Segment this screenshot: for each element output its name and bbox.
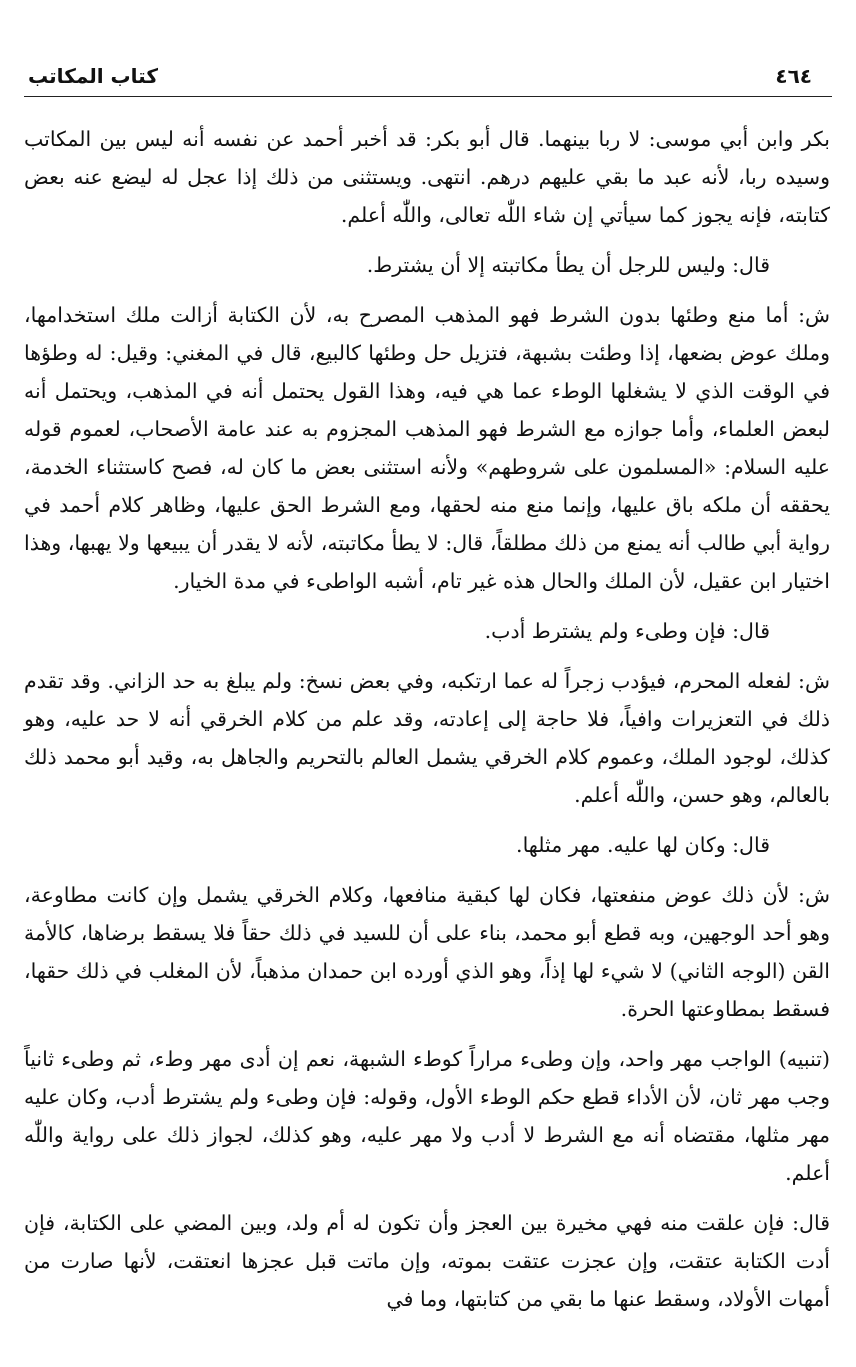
paragraph: بكر وابن أبي موسى: لا ربا بينهما. قال أبو بكر: قد أخبر أحمد عن نفسه أنه ليس بين المكاتب وسيده ربا، لأنه عبد ما بقي عليهم درهم. انتهى. ويستثنى من ذلك إذا عجل له ليضع عنه بعض كتابته، فإنه يجوز كما سيأتي إن شاء اللّٰه تعالى، واللّٰه أعلم.	[24, 127, 831, 227]
paragraph-qal: قال: فإن علقت منه فهي مخيرة بين العجز وأن تكون له أم ولد، وبين المضي على الكتابة، فإن أدت الكتابة عتقت، وإن عجزت عتقت بموته، وإن ماتت قبل عجزها انعتقت، لأنها صارت من أمهات الأولاد، وسقط عنها ما بقي من كتابتها، وما في	[24, 1211, 830, 1311]
page-body	[24, 120, 830, 1330]
paragraph-qal: قال: وكان لها عليه. مهر مثلها.	[516, 833, 770, 857]
page-number: ٤٦٤	[775, 64, 812, 88]
paragraph-qal: قال: فإن وطىء ولم يشترط أدب.	[484, 619, 770, 643]
paragraph-note: (تنبيه) الواجب مهر واحد، وإن وطىء مراراً كوطء الشبهة، نعم إن أدى مهر وطء، ثم وطىء ثانياً وجب مهر ثان، لأن الأداء قطع حكم الوطء الأول، وقوله: فإن وطىء ولم يشترط أدب، وكان عليه مهر مثلها، مقتضاه أنه مع الشرط لا أدب ولا مهر عليه، وهو كذلك، لجواز ذلك على رواية واللّٰه أعلم.	[24, 1047, 830, 1185]
book-title: كتاب المكاتب	[28, 64, 158, 88]
paragraph-qal: قال: وليس للرجل أن يطأ مكاتبته إلا أن يشترط.	[366, 253, 770, 277]
paragraph-sharh: ش: أما منع وطئها بدون الشرط فهو المذهب المصرح به، لأن الكتابة أزالت ملك استخدامها، وملك عوض بضعها، إذا وطئت بشبهة، فتزيل حل وطئها كالبيع، قال في المغني: وقيل: له وطؤها في الوقت الذي لا يشغلها الوطء عما هي فيه، وهذا القول يحتمل أنه في المذهب، ويحتمل أنه لبعض العلماء، وأما جوازه مع الشرط فهو المذهب المجزوم به عند عامة الأصحاب، لعموم قوله عليه السلام: «المسلمون على شروطهم» ولأنه استثنى بعض ما كان له، فصح كاستثناء الخدمة، يحققه أن ملكه باق عليها، وإنما منع منه لحقها، ومع الشرط الحق عليها، وظاهر كلام أحمد في رواية أبي طالب أنه يمنع من ذلك مطلقاً، قال: لا يطأ مكاتبته، لأنه لا يقدر أن يبيعها ولا يهبها، وهذا اختيار ابن عقيل، لأن الملك والحال هذه غير تام، أشبه الواطىء في مدة الخيار.	[24, 303, 830, 593]
running-header	[24, 64, 832, 97]
paragraph-sharh: ش: لأن ذلك عوض منفعتها، فكان لها كبقية منافعها، وكلام الخرقي يشمل وإن كانت مطاوعة، وهو أحد الوجهين، وبه قطع أبو محمد، بناء على أن للسيد في ذلك حقاً فلا يسقط برضاها، كالأمة القن (الوجه الثاني) لا شيء لها إذاً، وهو الذي أورده ابن حمدان مذهباً، لأن المغلب في ذلك حقها، فسقط بمطاوعتها الحرة.	[24, 883, 830, 1021]
paragraph-sharh: ش: لفعله المحرم، فيؤدب زجراً له عما ارتكبه، وفي بعض نسخ: ولم يبلغ به حد الزاني. وقد تقدم ذلك في التعزيرات وافياً، فلا حاجة إلى إعادته، وقد علم من كلام الخرقي أنه لا حد عليه، وهو كذلك، لوجود الملك، وعموم كلام الخرقي يشمل العالم بالتحريم والجاهل به، وقيد أبو محمد ذلك بالعالم، وهو حسن، واللّٰه أعلم.	[24, 669, 830, 807]
